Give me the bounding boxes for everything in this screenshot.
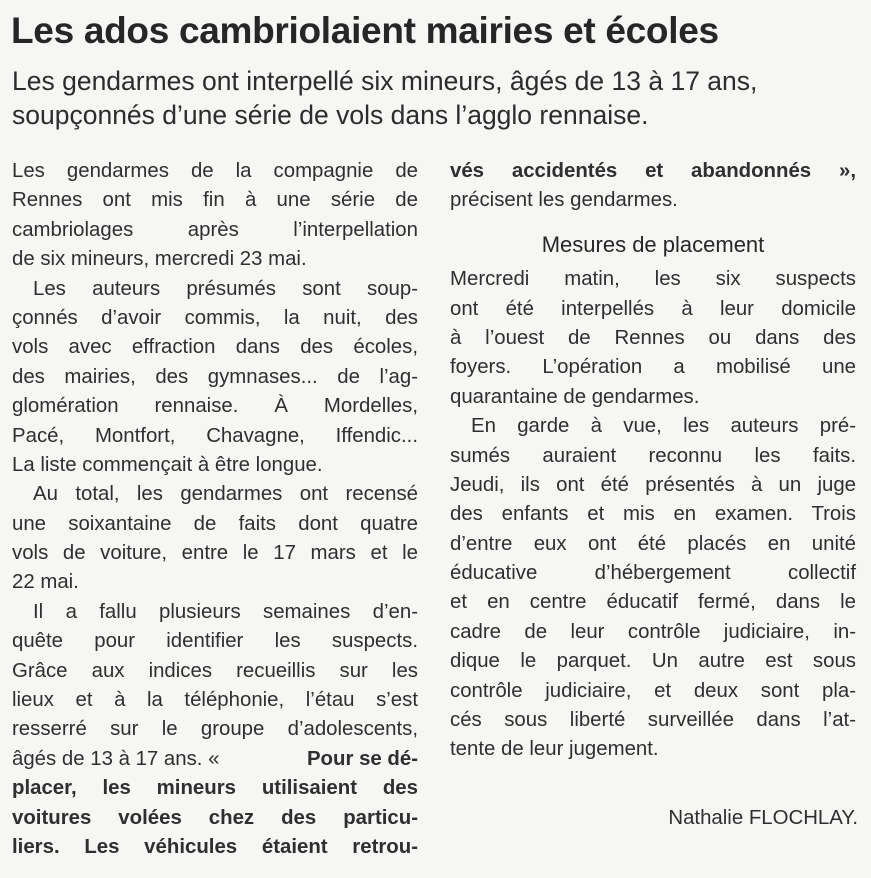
body-line: çonnés d’avoir commis, la nuit, des [12, 306, 418, 329]
subhead-line: soupçonnés d’une série de vols dans l’agglo rennaise. [12, 100, 649, 130]
body-line: éducative d’hébergement collectif [450, 562, 856, 585]
subhead-line: Les gendarmes ont interpellé six mineurs, âgés de 13 à 17 ans, [12, 66, 758, 96]
body-line: une soixantaine de faits dont quatre [12, 512, 418, 535]
body-line: Les gendarmes de la compagnie de [12, 160, 418, 182]
body-line: de six mineurs, mercredi 23 mai. [12, 248, 307, 271]
body-text: âgés de 13 à 17 ans. « [12, 747, 220, 770]
body-line: La liste commençait à être longue. [12, 453, 323, 476]
body-line: vols de voiture, entre le 17 mars et le [12, 542, 418, 565]
body-line: cadre de leur contrôle judiciaire, in- [450, 620, 856, 643]
right-column [450, 157, 856, 765]
body-line: glomération rennaise. À Mordelles, [12, 395, 418, 418]
body-line: resserré sur le groupe d’adolescents, [12, 718, 418, 741]
body-line: et en centre éducatif fermé, dans le [450, 591, 856, 614]
body-line [12, 745, 418, 774]
body-line: précisent les gendarmes. [450, 189, 678, 212]
body-line: Grâce aux indices recueillis sur les [12, 659, 418, 682]
body-line: Les auteurs présumés sont soup- [33, 277, 418, 300]
section-title: Mesures de placement [541, 231, 765, 257]
body-line: cambriolages après l’interpellation [12, 218, 418, 241]
body-line: Jeudi, ils ont été présentés à un juge [450, 473, 856, 496]
body-line: tente de leur jugement. [450, 738, 659, 761]
body-line: 22 mai. [12, 571, 79, 594]
body-line: cés sous liberté surveillée dans l’at- [450, 709, 856, 732]
quote-line: placer, les mineurs utilisaient des [12, 777, 418, 800]
quote-line: liers. Les véhicules étaient retrou- [12, 835, 418, 858]
author-signature: Nathalie FLOCHLAY. [668, 807, 858, 829]
body-line: des mairies, des gymnases... de l’ag- [12, 365, 418, 388]
body-line: foyers. L’opération a mobilisé une [450, 356, 856, 379]
quote-line: vés accidentés et abandonnés », [450, 160, 856, 182]
body-line: Pacé, Montfort, Chavagne, Iffendic... [12, 424, 418, 447]
headline: Les ados cambriolaient mairies et écoles [11, 10, 719, 51]
body-line: d’entre eux ont été placés en unité [450, 532, 856, 555]
body-line: Mercredi matin, les six suspects [450, 268, 856, 291]
quote-line: voitures volées chez des particu- [12, 806, 418, 829]
left-column [12, 157, 418, 862]
body-line: à l’ouest de Rennes ou dans des [450, 326, 856, 349]
quote-text: Pour se dé- [306, 747, 418, 770]
body-line: En garde à vue, les auteurs pré- [471, 415, 856, 438]
body-line: Au total, les gendarmes ont recensé [33, 483, 418, 506]
body-line: Il a fallu plusieurs semaines d’en- [33, 600, 418, 623]
subheadline [12, 64, 862, 132]
body-line: ont été interpellés à leur domicile [450, 297, 856, 320]
body-line: Rennes ont mis fin à une série de [12, 189, 418, 212]
body-line: dique le parquet. Un autre est sous [450, 650, 856, 673]
body-line: quête pour identifier les suspects. [12, 630, 418, 653]
body-line: contrôle judiciaire, et deux sont pla- [450, 679, 856, 702]
body-line: vols avec effraction dans des écoles, [12, 336, 418, 359]
body-line: quarantaine de gendarmes. [450, 385, 700, 408]
body-line: sumés auraient reconnu les faits. [450, 444, 856, 467]
body-line: des enfants et mis en examen. Trois [450, 503, 856, 526]
body-line: lieux et à la téléphonie, l’étau s’est [12, 689, 418, 712]
